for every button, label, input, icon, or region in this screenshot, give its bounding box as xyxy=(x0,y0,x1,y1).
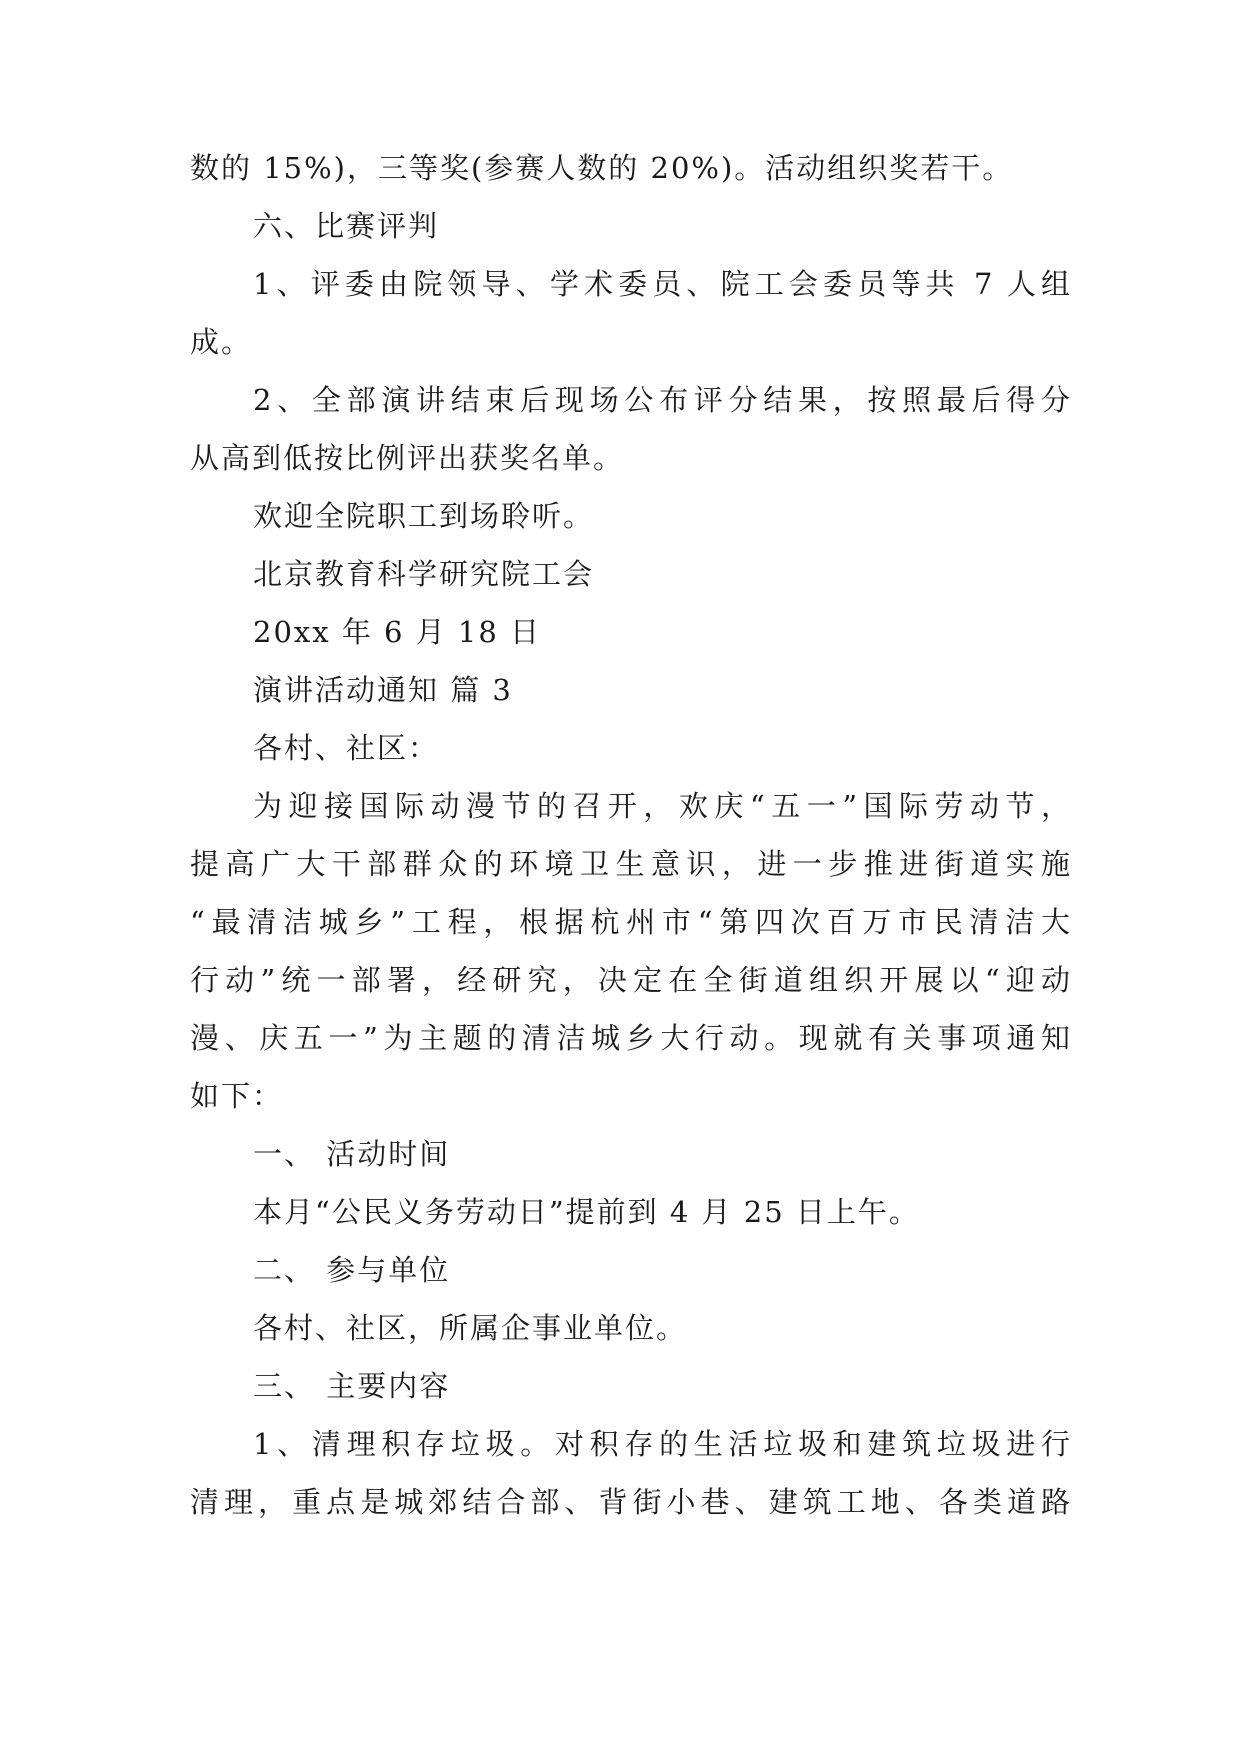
signature-org: 北京教育科学研究院工会 xyxy=(253,557,595,591)
text-line: 清理，重点是城郊结合部、背街小巷、建筑工地、各类道路 xyxy=(190,1485,1070,1519)
text-line: 行动”统一部署，经研究，决定在全街道组织开展以“迎动 xyxy=(190,963,1070,997)
text-line: 成。 xyxy=(190,325,253,359)
text-line: 漫、庆五一”为主题的清洁城乡大行动。现就有关事项通知 xyxy=(190,1021,1070,1055)
text-line: 提高广大干部群众的环境卫生意识，进一步推进街道实施 xyxy=(190,847,1070,881)
text-line: 数的 15%)，三等奖(参赛人数的 20%)。活动组织奖若干。 xyxy=(190,151,1014,185)
signature-date: 20xx 年 6 月 18 日 xyxy=(253,615,542,649)
text-line: 1、清理积存垃圾。对积存的生活垃圾和建筑垃圾进行 xyxy=(253,1427,1070,1461)
text-line: “最清洁城乡”工程，根据杭州市“第四次百万市民清洁大 xyxy=(190,905,1070,939)
text-line: 如下： xyxy=(190,1079,284,1113)
section-heading: 六、比赛评判 xyxy=(253,209,440,243)
text-line: 2、全部演讲结束后现场公布评分结果，按照最后得分 xyxy=(253,383,1070,417)
section-heading: 一、 活动时间 xyxy=(253,1137,451,1171)
text-line: 1、评委由院领导、学术委员、院工会委员等共 7 人组 xyxy=(253,267,1070,301)
document-title: 演讲活动通知 篇 3 xyxy=(253,673,513,707)
text-line: 为迎接国际动漫节的召开，欢庆“五一”国际劳动节， xyxy=(253,789,1070,823)
salutation: 各村、社区： xyxy=(253,731,440,765)
text-line: 本月“公民义务劳动日”提前到 4 月 25 日上午。 xyxy=(253,1195,920,1229)
section-heading: 二、 参与单位 xyxy=(253,1253,451,1287)
text-line: 从高到低按比例评出获奖名单。 xyxy=(190,441,625,475)
text-line: 欢迎全院职工到场聆听。 xyxy=(253,499,595,533)
text-line: 各村、社区，所属企事业单位。 xyxy=(253,1311,688,1345)
section-heading: 三、 主要内容 xyxy=(253,1369,451,1403)
